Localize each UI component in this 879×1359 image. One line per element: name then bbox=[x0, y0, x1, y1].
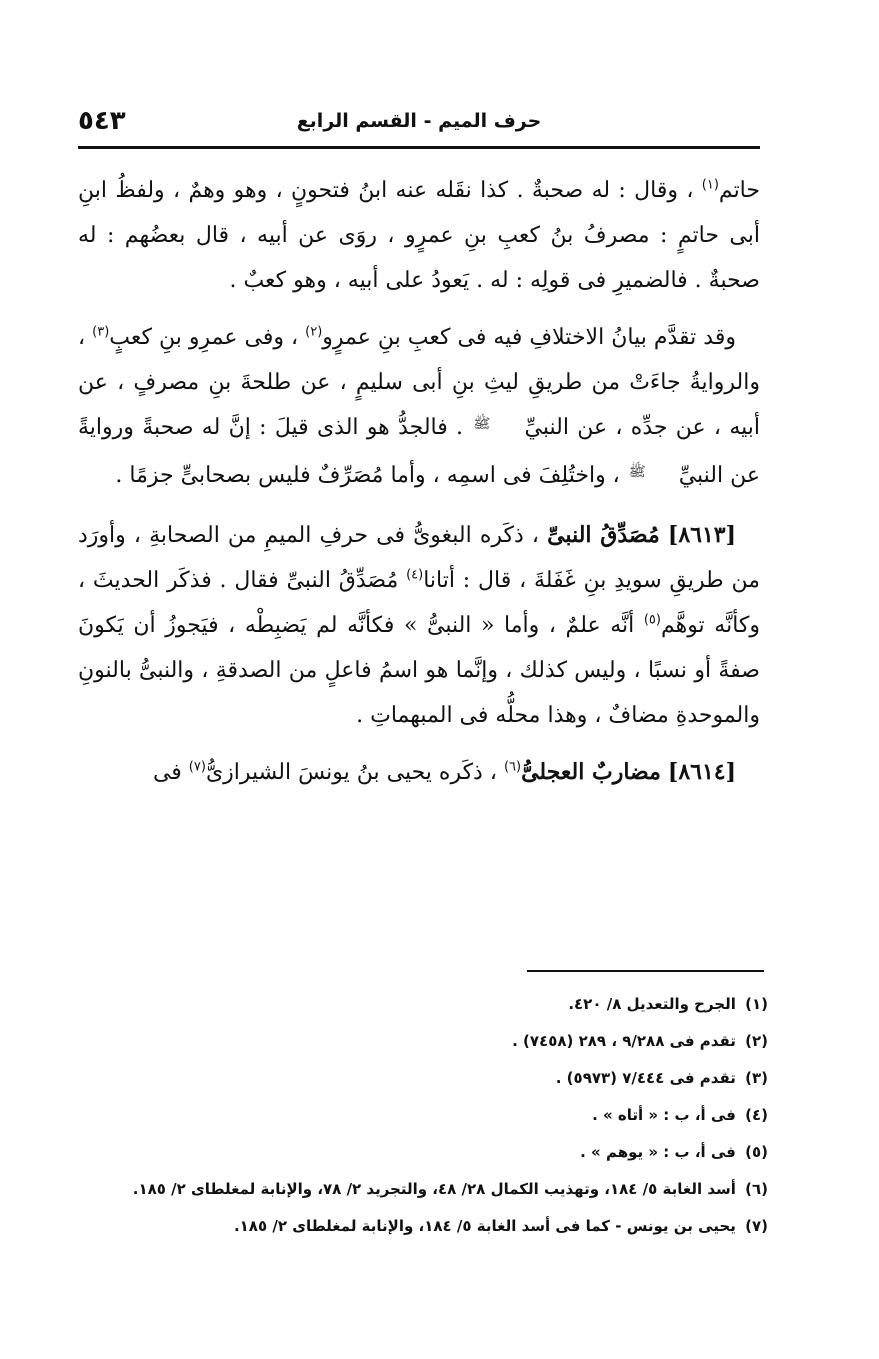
footnote-number: (٧) bbox=[745, 1217, 768, 1235]
text-run: ، ذكَره يحيى بنُ يونسَ الشيرازىُّ bbox=[205, 760, 504, 785]
page-header bbox=[78, 100, 760, 144]
footnote-number: (٦) bbox=[745, 1180, 768, 1198]
main-text bbox=[78, 168, 760, 807]
footnote-ref: (٥) bbox=[643, 612, 661, 628]
header-rule bbox=[78, 146, 760, 149]
footnote-ref: (٧) bbox=[188, 759, 206, 775]
paragraph bbox=[78, 168, 760, 303]
text-run bbox=[660, 523, 668, 548]
footnote-ref: (٤) bbox=[406, 567, 424, 583]
entry-name: مضاربٌ العجلىُّ bbox=[521, 759, 661, 785]
text-run: ، والروايةُ جاءَتْ من طريقِ ليثِ بنِ أبى سليمٍ ، عن طلحةَ بنِ مصرفٍ ، عن أبيه ، عن جدِّه ، عن النبيِّ bbox=[78, 325, 760, 440]
footnote bbox=[78, 1060, 768, 1097]
honorific-glyph: ﷺ bbox=[628, 464, 646, 480]
paragraph bbox=[78, 513, 760, 738]
footnote-number: (٣) bbox=[745, 1069, 768, 1087]
footnote bbox=[78, 1171, 768, 1208]
paragraph bbox=[78, 750, 760, 795]
text-run: ، وفى عمرِو بنِ كعبٍ bbox=[109, 325, 306, 350]
footnote-text: تقدم فى ٧/٤٤٤ (٥٩٧٣) . bbox=[555, 1069, 736, 1087]
footnotes bbox=[78, 986, 768, 1245]
page-number: ٥٤٣ bbox=[78, 106, 126, 136]
entry-number: [٨٦١٤] bbox=[667, 759, 736, 785]
text-run: فى bbox=[152, 760, 189, 785]
footnote-number: (٤) bbox=[745, 1106, 768, 1124]
text-run: وقد تقدَّم بيانُ الاختلافِ فيه فى كعبِ بنِ عمرٍو bbox=[322, 325, 736, 350]
text-run: ، ذكَره البغوىُّ فى حرفِ الميمِ من الصحابةِ ، وأورَد من طريقِ سويدِ بنِ غَفَلةَ ، قال : أتانا bbox=[78, 523, 760, 593]
footnote-text: يحيى بن يونس - كما فى أسد الغابة ٥/ ١٨٤، والإنابة لمغلطاى ٢/ ١٨٥. bbox=[233, 1217, 736, 1235]
footnote-text: تقدم فى ٩/٢٨٨ ، ٢٨٩ (٧٤٥٨) . bbox=[512, 1032, 736, 1050]
entry-name: مُصَدِّقُ النبىِّ bbox=[547, 522, 660, 548]
text-run: حاتم bbox=[718, 178, 760, 203]
text-run: ، وقال : له صحبةٌ . كذا نقَله عنه ابنُ فتحونٍ ، وهو وهمٌ ، ولفظُ ابنِ أبى حاتمٍ : مصرفُ بنُ كعبِ بنِ عمرٍو ، روَى عن أبيه ، قال بعضُهم : له صحبةٌ . فالضميرِ فى قولِه : له . يَعودُ على أبيه ، وهو كعبٌ . bbox=[78, 178, 760, 293]
footnote-rule bbox=[527, 970, 764, 972]
footnote-number: (١) bbox=[745, 995, 768, 1013]
text-run: . فالجدُّ هو الذى قيلَ : إنَّ له صحبةً وروايةً عن النبيِّ bbox=[78, 415, 760, 488]
footnote-ref: (٢) bbox=[305, 324, 323, 340]
footnote bbox=[78, 1208, 768, 1245]
footnote bbox=[78, 1023, 768, 1060]
text-run: ، واختُلِفَ فى اسمِه ، وأما مُصَرِّفٌ فليس بصحابىٍّ جزمًا . bbox=[115, 463, 627, 488]
footnote-text: الجرح والتعديل ٨/ ٤٢٠. bbox=[568, 995, 736, 1013]
footnote bbox=[78, 986, 768, 1023]
footnote-text: فى أ، ب : « أتاه » . bbox=[592, 1106, 736, 1124]
footnote-number: (٢) bbox=[745, 1032, 768, 1050]
entry-number: [٨٦١٣] bbox=[667, 522, 736, 548]
footnote-ref: (١) bbox=[701, 177, 719, 193]
footnote-number: (٥) bbox=[745, 1143, 768, 1161]
footnote-ref: (٦) bbox=[503, 759, 522, 775]
footnote bbox=[78, 1097, 768, 1134]
footnote-text: فى أ، ب : « يوهم » . bbox=[580, 1143, 736, 1161]
text-run: مُصَدِّقُ النبىِّ فقال . فذكَر الحديثَ ، وكأنَّه توهَّم bbox=[78, 568, 760, 638]
text-run: أنَّه علمٌ ، وأما « النبىُّ » فكأنَّه لم يَضبِطْه ، فيَجوزُ أن يَكونَ صفةً أو نسبًا ، وليس كذلك ، وإنَّما هو اسمُ فاعلٍ من الصدقةِ ، والنبىُّ بالنونِ والموحدةِ مضافٌ ، وهذا محلُّه فى المبهماتِ . bbox=[78, 613, 760, 728]
footnote-ref: (٣) bbox=[92, 324, 110, 340]
footnote bbox=[78, 1134, 768, 1171]
text-run bbox=[661, 760, 668, 785]
honorific-glyph: ﷺ bbox=[473, 416, 491, 432]
footnote-text: أسد الغابة ٥/ ١٨٤، وتهذيب الكمال ٢٨/ ٤٨، والتجريد ٢/ ٧٨، والإنابة لمغلطاى ٢/ ١٨٥. bbox=[132, 1180, 736, 1198]
paragraph bbox=[78, 315, 760, 501]
running-title: حرف الميم - القسم الرابع bbox=[296, 110, 542, 132]
